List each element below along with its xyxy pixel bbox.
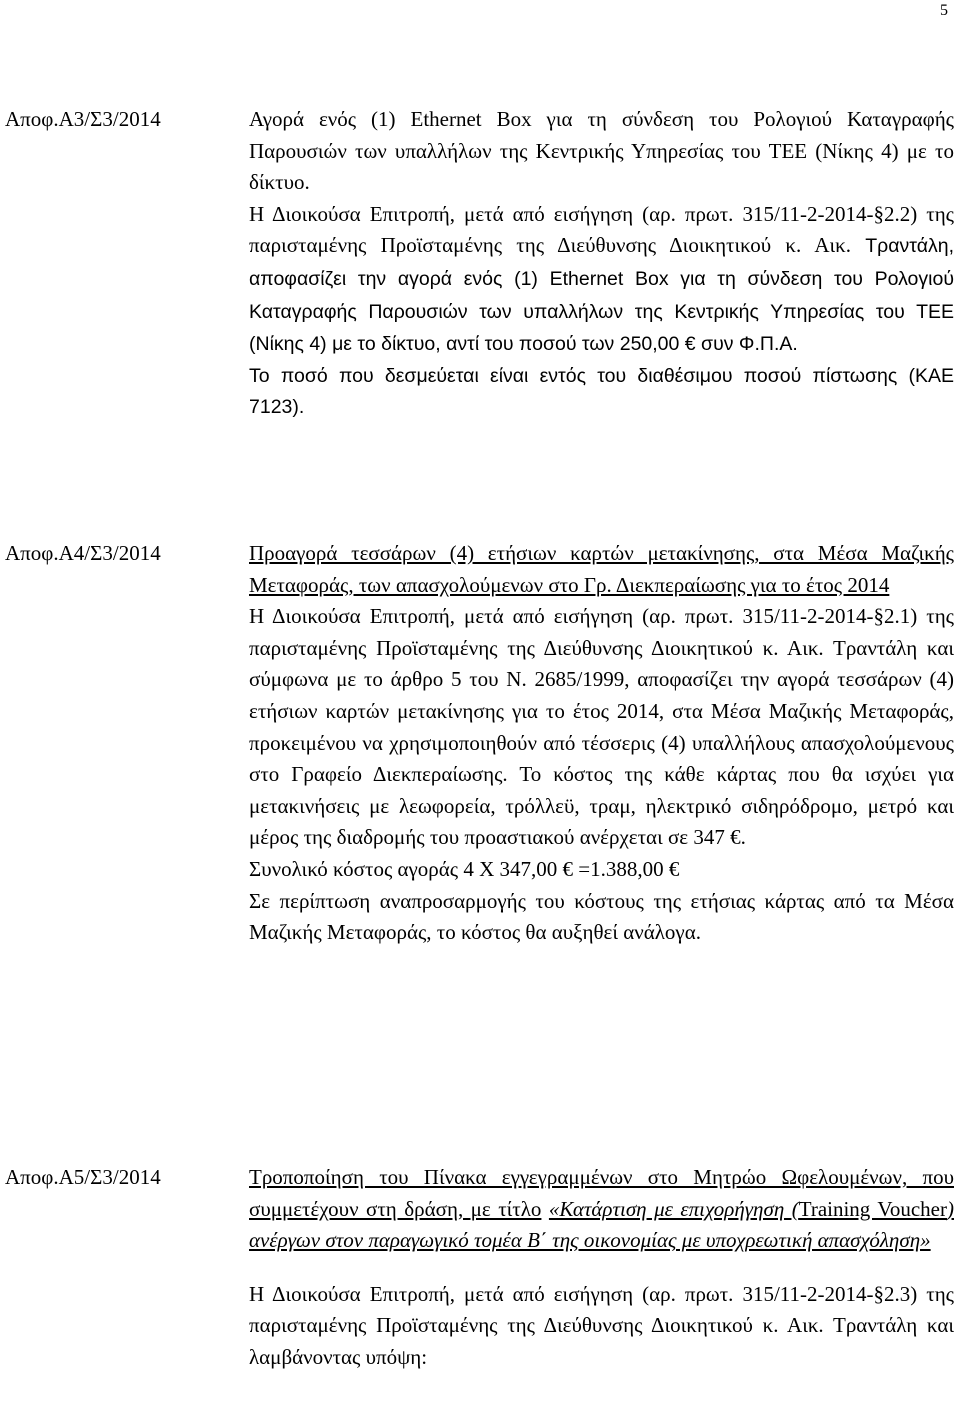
subject-part: Τροποποίηση του Πίνακα εγγεγραμμένων στο Μητρώο Ωφελουμένων, που συμμετέχουν στη δράση, με τίτλο <box>249 1165 954 1221</box>
decision-text <box>249 199 954 361</box>
decision-reference: Αποφ.Α4/Σ3/2014 <box>5 541 161 565</box>
decision-body <box>249 104 954 424</box>
decision-text-part: Τραντάλη, αποφασίζει την αγορά ενός (1) Ethernet Box για τη σύνδεση του Ρολογιού Καταγραφής Παρουσιών των υπαλλήλων της Κεντρικής Υπηρεσίας του ΤΕΕ (Νίκης 4) με το δίκτυο, αντί του ποσού των 250,00 € συν Φ.Π.Α. <box>249 235 955 356</box>
decision-subject: Αγορά ενός (1) Ethernet Box για τη σύνδεση του Ρολογιού Καταγραφής Παρουσιών των υπαλλήλων της Κεντρικής Υπηρεσίας του ΤΕΕ (Νίκης 4) με το δίκτυο. <box>249 107 954 195</box>
subject-part: Training Voucher <box>798 1196 947 1221</box>
decision-note: Σε περίπτωση αναπροσαρμογής του κόστους της ετήσιας κάρτας από τα Μέσα Μαζικής Μεταφοράς, το κόστος θα αυξηθεί ανάλογα. <box>249 888 954 945</box>
page-number: 5 <box>940 2 948 19</box>
decision-reference: Αποφ.Α3/Σ3/2014 <box>5 107 161 131</box>
decision-subject <box>249 1162 954 1257</box>
decision-body <box>249 1162 954 1374</box>
decision-subject: Προαγορά τεσσάρων (4) ετήσιων καρτών μετακίνησης, στα Μέσα Μαζικής Μεταφοράς, των απασχολούμενων στο Γρ. Διεκπεραίωσης για το έτος 2014 <box>249 541 954 597</box>
decision-body <box>249 538 954 949</box>
subject-part: «Κατάρτιση με επιχορήγηση ( <box>548 1196 799 1221</box>
decision-note: Το ποσό που δεσμεύεται είναι εντός του διαθέσιμου ποσού πίστωσης (ΚΑΕ 7123). <box>249 364 954 419</box>
decision-reference: Αποφ.Α5/Σ3/2014 <box>5 1165 161 1189</box>
decision-total: Συνολικό κόστος αγοράς 4 Χ 347,00 € =1.388,00 € <box>249 856 680 881</box>
decision-text-part: Η Διοικούσα Επιτροπή, μετά από εισήγηση (αρ. πρωτ. 315/11-2-2014-§2.2) της παρισταμένης Προϊσταμένης της Διεύθυνσης Διοικητικού κ. Αικ. <box>249 201 954 258</box>
decision-text: Η Διοικούσα Επιτροπή, μετά από εισήγηση (αρ. πρωτ. 315/11-2-2014-§2.1) της παρισταμένης Προϊσταμένης της Διεύθυνσης Διοικητικού κ. Αικ. Τραντάλη και σύμφωνα με το άρθρο 5 του Ν. 2685/1999, αποφασίζει την αγορά τεσσάρων (4) ετήσιων καρτών μετακίνησης για το έτος 2014, στα Μέσα Μαζικής Μεταφοράς, προκειμένου να χρησιμοποιηθούν από τέσσερις (4) υπαλλήλους απασχολούμενους στο Γραφείο Διεκπεραίωσης. Το κόστος της κάθε κάρτας που θα ισχύει για μετακινήσεις με λεωφορεία, τρόλλεϋ, τραμ, ηλεκτρικό σιδηρόδρομο, μετρό και μέρος της διαδρομής του προαστιακού ανέρχεται σε 347 €. <box>249 604 954 850</box>
subject-part: ) ανέργων στον παραγωγικό τομέα Β΄ της οικονομίας με υποχρεωτική απασχόληση» <box>249 1196 954 1253</box>
decision-text: Η Διοικούσα Επιτροπή, μετά από εισήγηση (αρ. πρωτ. 315/11-2-2014-§2.3) της παρισταμένης Προϊσταμένης της Διεύθυνσης Διοικητικού κ. Αικ. Τραντάλη και λαμβάνοντας υπόψη: <box>249 1281 954 1369</box>
